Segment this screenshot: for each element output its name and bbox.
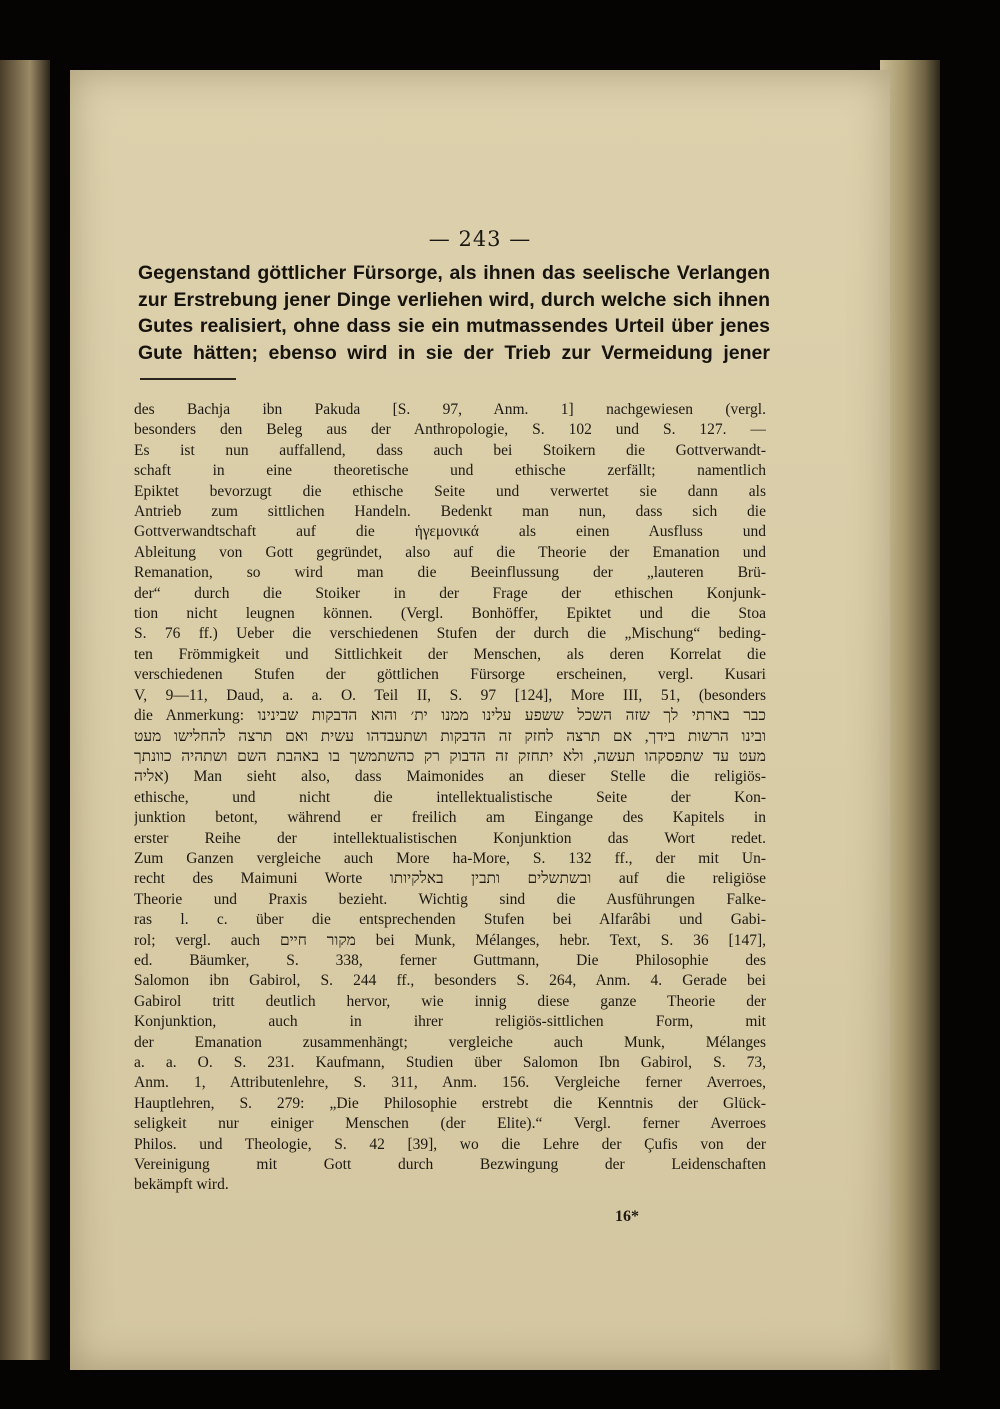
footnote-line: Zum Ganzen vergleiche auch More ha-More, S. 132 ff., der mit Un- [134,849,766,867]
footnote-line: junktion betont, während er freilich am Eingange des Kapitels in [134,809,766,827]
footnote-line: Hauptlehren, S. 279: „Die Philosophie erstrebt die Kenntnis der Glück- [134,1094,766,1112]
footnote-line: Konjunktion, auch in ihrer religiös-sittlichen Form, mit [134,1013,766,1031]
footnote-line: V, 9—11, Daud, a. a. O. Teil II, S. 97 [124], More III, 51, (besonders [134,686,766,704]
main-text [138,260,770,366]
footnote-line: schaft in eine theoretische und ethische zerfällt; namentlich [134,462,766,480]
footnote-line: Antrieb zum sittlichen Handeln. Bedenkt man nun, dass sich die [134,503,766,521]
book-page [70,70,890,1370]
footnote-line: der Emanation zusammenhängt; vergleiche auch Munk, Mélanges [134,1033,766,1051]
footnote-line: verschiedenen Stufen der göttlichen Fürsorge erscheinen, vergl. Kusari [134,666,766,684]
footnote-line: erster Reihe der intellektualistischen Konjunktion das Wort redet. [134,829,766,847]
footnote-line: Epiktet bevorzugt die ethische Seite und verwertet sie dann als [134,482,766,500]
footnote-line: Es ist nun auffallend, dass auch bei Stoikern die Gottverwandt- [134,441,766,459]
footnote-line: ten Frömmigkeit und Sittlichkeit der Menschen, als deren Korrelat die [134,645,766,663]
footnote-line: recht des Maimuni Worte ובשתשלים ותבין באלקיותו auf die religiöse [134,870,766,888]
footnote-line: S. 76 ff.) Ueber die verschiedenen Stufen der durch die „Mischung“ beding- [134,625,766,643]
footnote-line: מעט עד שתפסקהו תעשה, ולא יתחזק זה הדבוק רק כהשתמשך בו באהבת השם ושתהיה כוונתך [134,747,766,765]
footnote-line: Vereinigung mit Gott durch Bezwingung der Leidenschaften [134,1156,766,1174]
footnote-line: Ableitung von Gott gegründet, also auf die Theorie der Emanation und [134,543,766,561]
footnote-line: Theorie und Praxis bezieht. Wichtig sind die Ausführungen Falke- [134,890,766,908]
footnote-line: ethische, und nicht die intellektualistische Seite der Kon- [134,788,766,806]
footnote-line: rol; vergl. auch מקור חיים bei Munk, Mélanges, hebr. Text, S. 36 [147], [134,931,766,949]
footnote-line: Salomon ibn Gabirol, S. 244 ff., besonders S. 264, Anm. 4. Gerade bei [134,972,766,990]
footnote-line: tion nicht leugnen können. (Vergl. Bonhöffer, Epiktet und die Stoa [134,605,766,623]
footnote-line: des Bachja ibn Pakuda [S. 97, Anm. 1] nachgewiesen (vergl. [134,401,766,418]
footnote-divider [140,378,236,380]
main-text-line: Gute hätten; ebenso wird in sie der Trieb zur Vermeidung jener [138,341,770,364]
footnote-line: Remanation, so wird man die Beeinflussung der „lauteren Brü- [134,564,766,582]
footnote-line: Anm. 1, Attributenlehre, S. 311, Anm. 156. Vergleiche ferner Averroes, [134,1074,766,1092]
main-text-line: Gutes realisiert, ohne dass sie ein mutmassendes Urteil über jenes [138,315,770,337]
footnote-line: Philos. und Theologie, S. 42 [39], wo die Lehre der Çufis von der [134,1135,766,1153]
page-number: — 243 — [428,227,532,251]
footnote-line: אליה) Man sieht also, dass Maimonides an dieser Stelle die religiös- [134,768,766,786]
printer-signature-mark: 16* [615,1208,639,1225]
footnote-line: seligkeit nur einiger Menschen (der Elite).“ Vergl. ferner Averroes [134,1115,766,1133]
footnote-line: ras l. c. über die entsprechenden Stufen bei Alfarâbi und Gabi- [134,911,766,929]
footnote-line: Gottverwandtschaft auf die ἡγεμονικά als einen Ausfluss und [134,523,766,541]
footnote-line: ed. Bäumker, S. 338, ferner Guttmann, Die Philosophie des [134,951,766,969]
footnote-line: a. a. O. S. 231. Kaufmann, Studien über Salomon Ibn Gabirol, S. 73, [134,1054,766,1071]
footnote [134,400,766,1196]
footnote-line: besonders den Beleg aus der Anthropologie, S. 102 und S. 127. — [134,421,766,439]
left-page-edge [0,60,50,1360]
footnote-line: Gabirol tritt deutlich hervor, wie innig diese ganze Theorie der [134,992,766,1010]
footnote-line: der“ durch die Stoiker in der Frage der ethischen Konjunk- [134,584,766,602]
main-text-line: zur Erstrebung jener Dinge verliehen wird, durch welche sich ihnen [138,288,770,311]
footnote-line: bekämpft wird. [134,1176,229,1194]
footnote-line: ובינו הרשות בידך, אם תרצה לחזק זה הדבקות ושתעבדהו עשית ואם תרצה להחלישו מעט [134,727,766,745]
footnote-line: die Anmerkung: כבר בארתי לך שזה השכל ששפע עלינו ממנו ית׳ והוא הדבקות שבינינו [134,707,766,725]
main-text-line: Gegenstand göttlicher Fürsorge, als ihnen das seelische Verlangen [138,262,770,284]
